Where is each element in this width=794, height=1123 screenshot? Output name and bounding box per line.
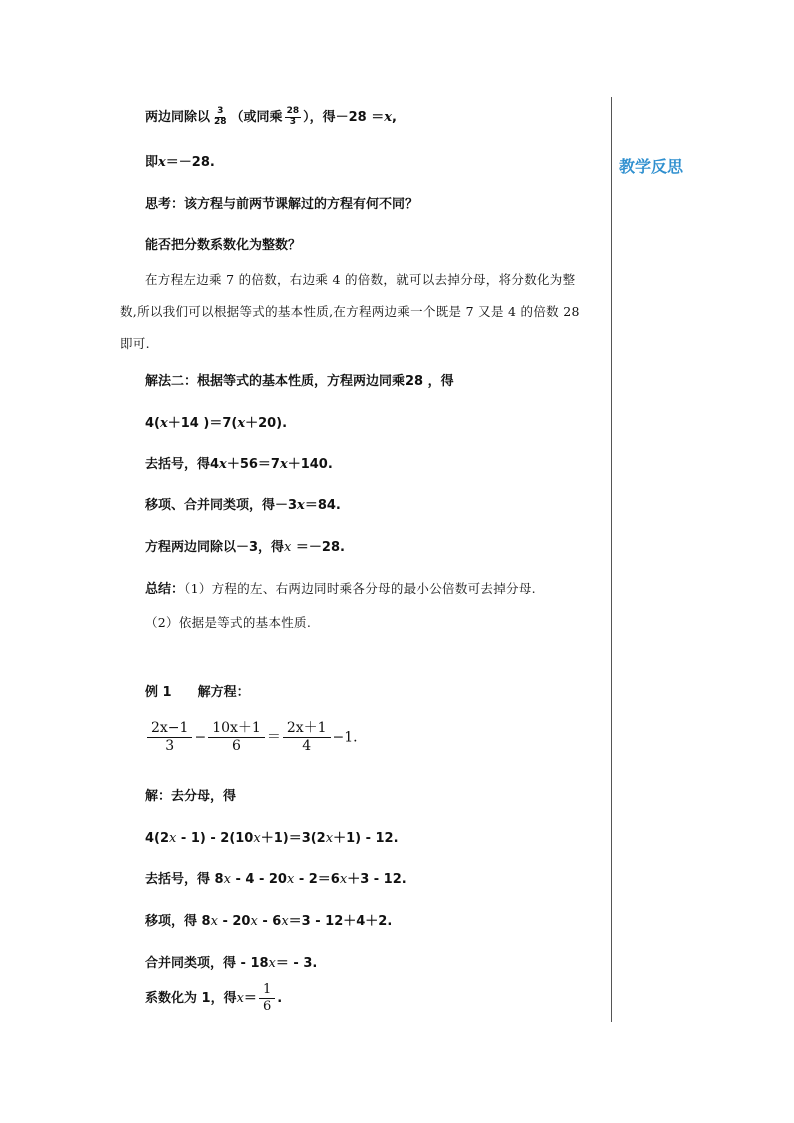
fraction-2x-1-over-4: $\frac{2x+1}{4}$	[283, 720, 331, 755]
fraction-28-3: $\frac{28}{3}$	[286, 106, 300, 127]
example-heading: 例 1 解方程：	[145, 685, 250, 700]
fraction-2x-1-over-3: $\frac{2x-1}{3}$	[147, 720, 192, 755]
explanation-line-2: 数,所以我们可以根据等式的基本性质,在方程两边乘一个既是 7 又是 4 的倍数 28	[120, 304, 580, 319]
explanation-line-1: 在方程左边乘 7 的倍数，右边乘 4 的倍数，就可以去掉分母，将分数化为整	[145, 272, 576, 287]
solution-step-1: 4(2x - 1) - 2(10x＋1)＝3(2x＋1) - 12.	[145, 831, 399, 846]
solution-step-4: 合并同类项，得 - 18x＝ - 3.	[145, 956, 318, 971]
solution-step-3: 移项，得 8x - 20x - 6x＝3 - 12＋4＋2.	[145, 914, 393, 929]
fraction-10x-1-over-6: $\frac{10x+1}{6}$	[208, 720, 265, 755]
teaching-reflection-title: 教学反思	[619, 157, 684, 176]
method-two: 解法二：根据等式的基本性质，方程两边同乘28 ，得	[145, 374, 454, 389]
fraction-1-over-6: $\frac{1}{6}$	[259, 982, 275, 1015]
column-divider	[611, 97, 612, 1022]
solution-step-intro: 解：去分母，得	[145, 789, 237, 804]
divide-step: 方程两边同除以－3，得x ＝－28.	[145, 540, 345, 555]
transpose-combine-step: 移项、合并同类项，得－3x＝84.	[145, 498, 341, 513]
equation-multiplied: 4(x＋14 )＝7(x＋20).	[145, 416, 288, 431]
solution-step-2: 去括号，得 8x - 4 - 20x - 2＝6x＋3 - 12.	[145, 872, 407, 887]
line-x-equals-neg28: 即x＝－28.	[145, 155, 215, 170]
summary-line-2: （2）依据是等式的基本性质.	[145, 615, 312, 630]
line-divide-both-sides: 两边同除以 $\frac{3}{28}$ （或同乘 $\frac{28}{3}$ ），得－28 ＝x,	[145, 106, 397, 127]
think-question: 思考：该方程与前两节课解过的方程有何不同？	[145, 197, 419, 212]
fraction-coefficient-question: 能否把分数系数化为整数？	[145, 238, 302, 253]
explanation-line-3: 即可.	[120, 336, 150, 351]
remove-brackets-step: 去括号，得4x＋56＝7x＋140.	[145, 457, 333, 472]
example-equation: $\frac{2x-1}{3}$ − $\frac{10x+1}{6}$ ＝ $\frac{2x+1}{4}$ −1.	[145, 720, 358, 755]
fraction-3-28: $\frac{3}{28}$	[214, 106, 227, 127]
solution-step-5: 系数化为 1，得x＝ $\frac{1}{6}$ .	[145, 982, 283, 1014]
summary-line-1: 总结：（1）方程的左、右两边同时乘各分母的最小公倍数可去掉分母.	[145, 581, 536, 597]
